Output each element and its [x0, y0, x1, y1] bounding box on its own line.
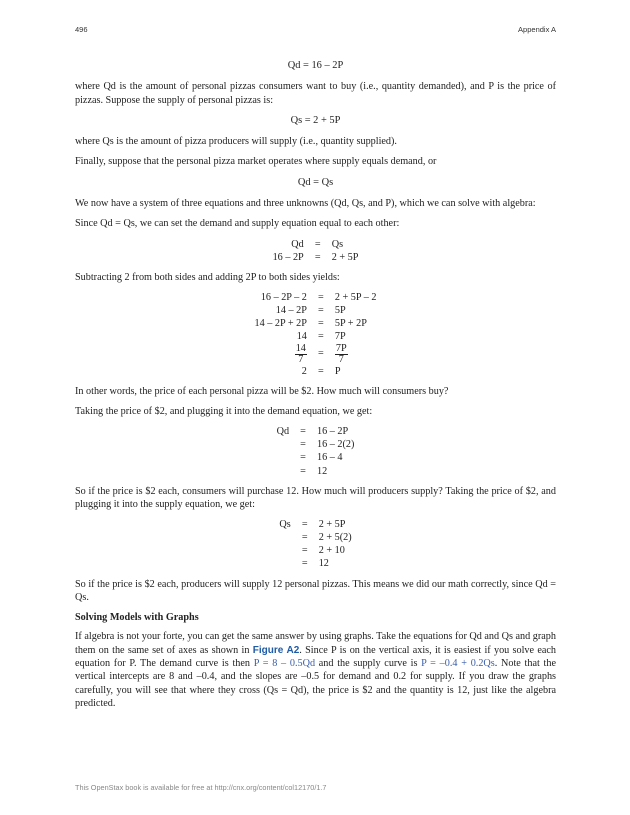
eq-sign: = — [318, 292, 324, 304]
page-footer: This OpenStax book is available for free at http://cnx.org/content/col12170/1.7 — [75, 783, 327, 792]
equation-row — [269, 251, 363, 264]
equation-system-4 — [275, 518, 355, 570]
equation-demand: Qd = 16 – 2P — [287, 60, 344, 71]
fraction-denominator: 7 — [338, 353, 344, 365]
fraction-denominator: 7 — [298, 353, 304, 365]
eq-right: 16 – 4 — [317, 452, 343, 464]
eq-sign: = — [300, 465, 306, 477]
paragraph: Taking the price of $2, and plugging it into the demand equation, we get: — [75, 405, 373, 417]
paragraph: So if the price is $2 each, consumers will purchase 12. How much will producers supply? Taking the price of $2, and plugging it into the supply equation, we get: — [75, 485, 556, 510]
text-run: and the supply curve is — [315, 658, 422, 670]
eq-sign: = — [301, 558, 308, 570]
eq-sign: = — [300, 426, 306, 438]
eq-right: 2 + 5(2) — [318, 532, 352, 544]
eq-left — [275, 531, 294, 544]
eq-right: 16 – 2(2) — [317, 439, 355, 451]
equation-row — [251, 365, 381, 378]
eq-left: Qd — [291, 238, 304, 250]
equation-row — [251, 291, 381, 304]
paragraph: where Qd is the amount of personal pizzas consumers want to buy (i.e., quantity demanded), and P is the price of pizzas. Suppose the supply of personal pizzas is: — [75, 81, 556, 106]
equation-supply: Qs = 2 + 5P — [290, 114, 341, 126]
supply-equation-inline: P = –0.4 + 0.2Qs — [421, 658, 495, 670]
paragraph: We now have a system of three equations and three unknowns (Qd, Qs, and P), which we can solve with algebra: — [75, 198, 536, 210]
eq-left — [273, 465, 293, 478]
running-header: Appendix A — [518, 25, 556, 34]
page-body — [75, 57, 556, 717]
equation-system-2 — [251, 291, 381, 377]
equation-row — [251, 317, 381, 330]
eq-sign: = — [314, 238, 321, 250]
eq-left: Qd — [276, 426, 290, 438]
equation-system-3 — [273, 425, 359, 477]
eq-sign: = — [318, 318, 324, 330]
eq-sign: = — [301, 519, 308, 531]
figure-link[interactable]: Figure A2 — [252, 644, 300, 656]
demand-equation-inline: P = 8 – 0.5Qd — [253, 658, 316, 670]
eq-right: 5P — [334, 305, 346, 317]
eq-left — [275, 544, 294, 557]
equation-row — [269, 238, 363, 251]
eq-left — [275, 557, 294, 570]
equation-row — [275, 557, 355, 570]
fraction — [295, 344, 307, 365]
eq-left: 14 — [296, 331, 307, 343]
paragraph: Subtracting 2 from both sides and adding 2P to both sides yields: — [75, 271, 340, 283]
page-number: 496 — [75, 25, 88, 34]
equation-system-1 — [269, 238, 363, 264]
eq-sign: = — [318, 348, 324, 360]
paragraph: where Qs is the amount of pizza producers will supply (i.e., quantity supplied). — [75, 136, 397, 148]
eq-right: 12 — [318, 558, 329, 570]
equation-row — [273, 438, 359, 451]
equation-row — [251, 330, 381, 343]
eq-sign: = — [318, 365, 324, 377]
eq-sign: = — [300, 439, 306, 451]
eq-right — [331, 344, 381, 365]
eq-right: 16 – 2P — [317, 426, 349, 438]
eq-left: 14 – 2P + 2P — [254, 318, 307, 330]
eq-left: 16 – 2P — [272, 251, 304, 263]
equation-row — [273, 425, 359, 438]
eq-left: 16 – 2P – 2 — [260, 292, 307, 304]
fraction-numerator: 14 — [295, 342, 306, 354]
eq-sign: = — [318, 331, 324, 343]
text-run: If algebra is not your forte, you can get the same answer by using graphs. Take the equations for Qd and Qs and graph them on the same set of axes as shown in — [75, 631, 556, 656]
eq-right: 2 + 5P – 2 — [334, 292, 377, 304]
eq-left — [251, 344, 311, 365]
paragraph: Since Qd = Qs, we can set the demand and supply equation equal to each other: — [75, 218, 400, 230]
text-run: . Since P is on the vertical axis, it is easiest if you solve each equation for P. The demand curve is then — [75, 644, 556, 670]
eq-right: 7P — [334, 331, 346, 343]
section-heading: Solving Models with Graphs — [75, 612, 199, 624]
eq-sign: = — [301, 532, 308, 544]
eq-left: Qs — [279, 519, 291, 531]
eq-right: 2 + 5P — [318, 519, 346, 531]
eq-sign: = — [318, 305, 324, 317]
eq-right: 2 + 10 — [318, 545, 345, 557]
equation-row — [275, 531, 355, 544]
equation-row — [275, 518, 355, 531]
eq-right: Qs — [331, 238, 344, 250]
eq-sign: = — [300, 452, 306, 464]
eq-left: 2 — [301, 365, 307, 377]
text-run: . Note that the vertical intercepts are 8 and –0.4, and the slopes are –0.5 for demand and 0.2 for supply. If you draw the graphs carefully, you will see that where they cross (Qs = Qd), the price is $2 and the quantity is 12, just like the algebra predicted. — [75, 658, 557, 709]
equation-equilibrium: Qd = Qs — [297, 176, 334, 188]
eq-right: 2 + 5P — [331, 251, 359, 263]
paragraph — [75, 630, 556, 710]
equation-row-fraction — [251, 344, 381, 365]
paragraph: So if the price is $2 each, producers will supply 12 personal pizzas. This means we did our math correctly, since Qd = Qs. — [75, 578, 556, 603]
eq-right: 5P + 2P — [334, 318, 367, 330]
equation-row — [251, 304, 381, 317]
paragraph: Finally, suppose that the personal pizza market operates where supply equals demand, or — [75, 156, 437, 168]
eq-right: P — [334, 365, 341, 377]
eq-left — [273, 451, 293, 464]
eq-sign: = — [314, 251, 321, 263]
equation-row — [275, 544, 355, 557]
eq-sign: = — [301, 545, 308, 557]
eq-left: 14 – 2P — [275, 305, 307, 317]
paragraph: In other words, the price of each personal pizza will be $2. How much will consumers buy? — [75, 385, 449, 397]
eq-left — [273, 438, 293, 451]
fraction — [335, 344, 348, 365]
equation-row — [273, 451, 359, 464]
equation-row — [273, 465, 359, 478]
fraction-numerator: 7P — [335, 342, 347, 354]
eq-right: 12 — [317, 465, 328, 477]
